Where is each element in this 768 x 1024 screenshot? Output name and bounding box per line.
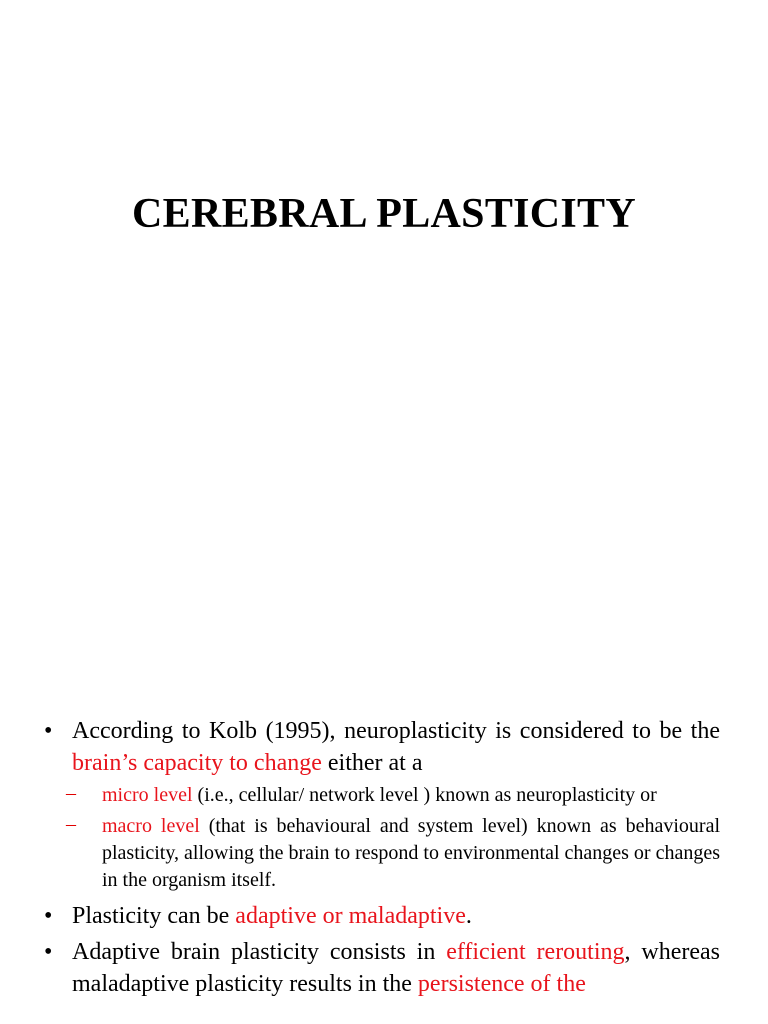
dash-marker: – <box>66 782 76 804</box>
sub-text: (that is behavioural and system level) known as behavioural plasticity, allowing the brain to respond to environmental changes or changes in the organism itself. <box>102 815 720 891</box>
sub-item-micro-level <box>44 782 720 809</box>
highlight-text: persistence of the <box>417 971 586 997</box>
sub-item-macro-level <box>44 813 720 894</box>
sub-text: (i.e., cellular/ network level ) known as neuroplasticity or <box>192 784 657 806</box>
bullet-marker: • <box>44 903 53 929</box>
highlight-text: brain’s capacity to change <box>72 750 322 776</box>
highlight-text: macro level <box>102 815 200 837</box>
bullet-item-rerouting <box>44 936 720 1000</box>
bullet-item-kolb <box>44 715 720 779</box>
bullet-item-adaptive <box>44 900 720 932</box>
highlight-text: efficient rerouting <box>446 939 625 965</box>
bullet-text: Plasticity can be <box>72 903 236 929</box>
bullet-text: either at a <box>321 750 423 776</box>
bullet-text: According to Kolb (1995), neuroplasticity is considered to be the <box>72 718 720 744</box>
highlight-text: adaptive or maladaptive <box>235 903 466 929</box>
bullet-text: Adaptive brain plasticity consists in <box>72 939 447 965</box>
bullet-marker: • <box>44 718 53 744</box>
slide-title: CEREBRAL PLASTICITY <box>132 191 636 237</box>
highlight-text: micro level <box>102 784 193 806</box>
bullet-marker: • <box>44 939 53 965</box>
slide-body <box>44 715 720 1000</box>
bullet-text: . <box>465 903 472 929</box>
dash-marker: – <box>66 813 76 835</box>
bullet-text: , whereas maladaptive plasticity results in the <box>72 939 721 997</box>
